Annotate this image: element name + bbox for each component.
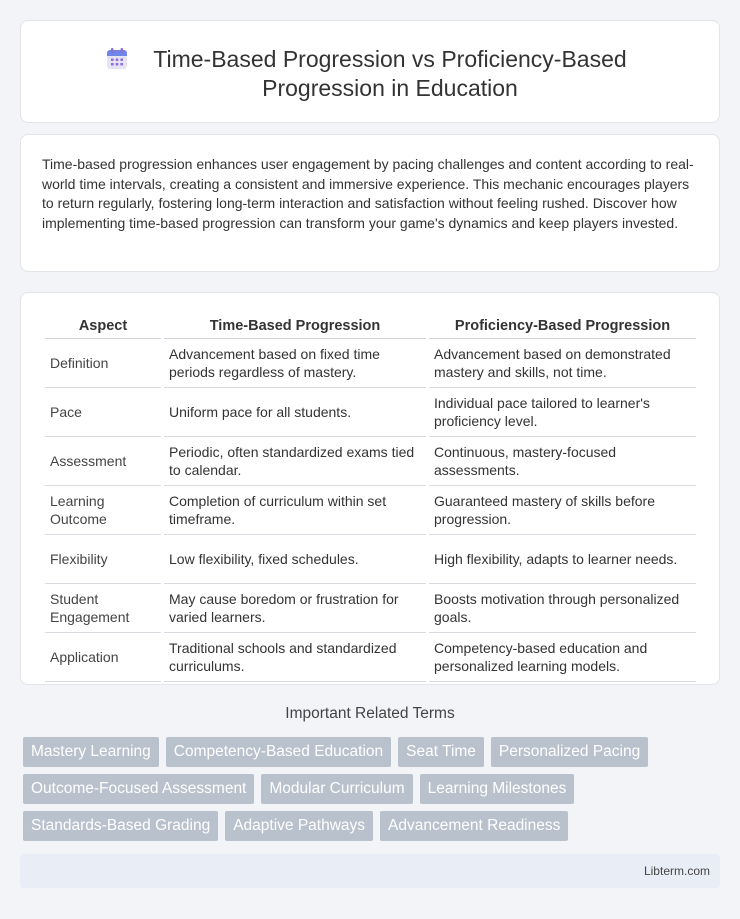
cell-time-based: Periodic, often standardized exams tied to calendar.: [164, 437, 426, 486]
cell-proficiency-based: Individual pace tailored to learner's proficiency level.: [429, 388, 696, 437]
cell-aspect: Pace: [45, 388, 161, 437]
comparison-card: [20, 292, 720, 685]
related-terms-title: Important Related Terms: [285, 705, 455, 722]
footer: [20, 854, 720, 888]
related-term-tag[interactable]: Advancement Readiness: [380, 811, 568, 841]
cell-aspect: Definition: [45, 339, 161, 388]
table-row: [45, 486, 696, 535]
table-row: [45, 535, 696, 584]
cell-time-based: Advancement based on fixed time periods regardless of mastery.: [164, 339, 426, 388]
related-term-tag[interactable]: Personalized Pacing: [491, 737, 648, 767]
related-term-tag[interactable]: Modular Curriculum: [261, 774, 412, 804]
cell-time-based: May cause boredom or frustration for varied learners.: [164, 584, 426, 633]
cell-aspect: Assessment: [45, 437, 161, 486]
cell-proficiency-based: Boosts motivation through personalized goals.: [429, 584, 696, 633]
table-row: [45, 584, 696, 633]
table-row: [45, 437, 696, 486]
related-term-tag[interactable]: Competency-Based Education: [166, 737, 391, 767]
cell-aspect: Student Engagement: [45, 584, 161, 633]
comparison-table: [42, 314, 699, 682]
cell-time-based: Completion of curriculum within set timeframe.: [164, 486, 426, 535]
related-term-tag[interactable]: Adaptive Pathways: [225, 811, 373, 841]
related-term-tag[interactable]: Outcome-Focused Assessment: [23, 774, 254, 804]
cell-proficiency-based: Competency-based education and personalized learning models.: [429, 633, 696, 682]
table-row: [45, 388, 696, 437]
related-terms-row: [23, 737, 723, 767]
cell-aspect: Application: [45, 633, 161, 682]
related-terms-list: [23, 737, 723, 848]
footer-site[interactable]: Libterm.com: [643, 864, 710, 878]
table-header-row: [45, 314, 696, 339]
header-aspect: Aspect: [45, 314, 161, 339]
related-terms-row: [23, 774, 723, 804]
cell-proficiency-based: Continuous, mastery-focused assessments.: [429, 437, 696, 486]
intro-text: Time-based progression enhances user engagement by pacing challenges and content according to real-world time intervals, creating a consistent and immersive experience. This mechanic encourages players to return regularly, fostering long-term interaction and satisfaction without feeling rushed. Discover how implementing time-based progression can transform your game's dynamics and keep players invested.: [42, 156, 694, 231]
related-term-tag[interactable]: Standards-Based Grading: [23, 811, 218, 841]
related-terms-row: [23, 811, 723, 841]
intro-card: [20, 134, 720, 272]
header-proficiency-based: Proficiency-Based Progression: [429, 314, 696, 339]
table-row: [45, 339, 696, 388]
title-card: [20, 20, 720, 123]
cell-time-based: Low flexibility, fixed schedules.: [164, 535, 426, 584]
cell-time-based: Uniform pace for all students.: [164, 388, 426, 437]
cell-aspect: Learning Outcome: [45, 486, 161, 535]
cell-proficiency-based: Guaranteed mastery of skills before progression.: [429, 486, 696, 535]
table-row: [45, 633, 696, 682]
cell-proficiency-based: Advancement based on demonstrated mastery and skills, not time.: [429, 339, 696, 388]
cell-time-based: Traditional schools and standardized curriculums.: [164, 633, 426, 682]
cell-proficiency-based: High flexibility, adapts to learner needs.: [429, 535, 696, 584]
page-title: Time-Based Progression vs Proficiency-Based Progression in Education: [153, 46, 627, 101]
related-term-tag[interactable]: Learning Milestones: [420, 774, 575, 804]
cell-aspect: Flexibility: [45, 535, 161, 584]
related-term-tag[interactable]: Seat Time: [398, 737, 484, 767]
header-time-based: Time-Based Progression: [164, 314, 426, 339]
related-term-tag[interactable]: Mastery Learning: [23, 737, 159, 767]
